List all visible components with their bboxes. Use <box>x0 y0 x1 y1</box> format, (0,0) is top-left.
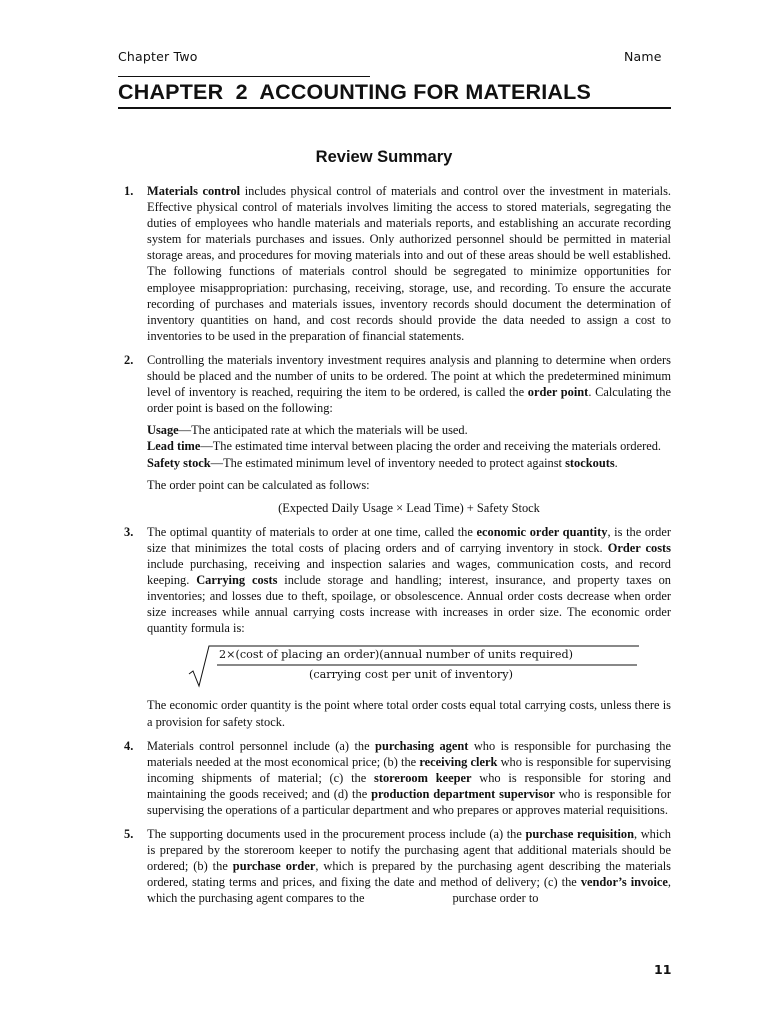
summary-item-5 <box>118 826 671 906</box>
eoq-formula <box>187 644 647 688</box>
term-order-costs: Order costs <box>607 540 671 555</box>
term-order-point: order point <box>527 385 589 400</box>
eoq-denominator: (carrying cost per unit of inventory) <box>309 668 513 682</box>
item-paragraph: Materials control includes physical control of materials and control over the investment in materials. Effective physical control of materials involves limiting the access to stored materials, segregating the duties of employees who handle materials and materials reports, and establishing an accurate recording system for materials purchases and issues. Only authorized personnel should be permitted in material storage areas, and procedures for moving materials into and out of these areas should be well established. The following functions of materials control should be segregated to minimize opportunities for employee misappropriation: purchasing, receiving, storage, use, and recording. To ensure the accurate recording of purchases and materials issues, inventory records should document the determination of inventory quantities on hand, and cost records should provide the data needed to assign a cost to inventories to be used in the preparation of financial statements. <box>147 184 671 343</box>
item-number: 5. <box>124 827 134 842</box>
term-production-department-supervisor: production department supervisor <box>371 786 555 801</box>
item-paragraph: The supporting documents used in the procurement process include (a) the purchase requisition, which is prepared by the storeroom keeper to notify the purchasing agent that additional materials should be ordered; (b) the purchase order, which is prepared by the purchasing agent describing the materials ordered, stating terms and prices, and fixing the date and method of delivery; (c) the vendor’s invoice, which the purchasing agent compares to the purchase order to <box>147 827 671 906</box>
summary-item-1 <box>118 183 671 344</box>
running-header-name: Name <box>624 49 662 64</box>
summary-item-4 <box>118 738 671 818</box>
chapter-title: CHAPTER 2 ACCOUNTING FOR MATERIALS <box>118 80 592 104</box>
summary-list <box>118 183 671 915</box>
item-number: 4. <box>124 738 134 753</box>
running-header-chapter: Chapter Two <box>118 49 198 64</box>
definition-lead-time: Lead time—The estimated time interval between placing the order and receiving the materials ordered. <box>147 439 662 454</box>
item-number: 3. <box>124 524 134 539</box>
header-divider <box>118 76 370 77</box>
term-carrying-costs: Carrying costs <box>196 573 278 588</box>
item-paragraph: The optimal quantity of materials to order at one time, called the economic order quantity, is the order size that minimizes the total costs of placing orders and of carrying inventory in stock. Order costs include purchasing, receiving and inspection salaries and wages, communication costs, and record keeping. Carrying costs include storage and handling; interest, insurance, and property taxes on inventories; and losses due to theft, spoilage, or obsolescence. Annual order costs decrease when order size increases while annual carrying costs increase with increases in order size. The economic order quantity formula is: <box>147 524 671 636</box>
term-economic-order-quantity: economic order quantity <box>476 524 608 539</box>
order-point-formula: (Expected Daily Usage × Lead Time) + Safety Stock <box>278 500 540 515</box>
item-paragraph: Controlling the materials inventory investment requires analysis and planning to determine when orders should be placed and the number of units to be ordered. The point at which the predetermined minimum level of inventory is reached, requiring the item to be ordered, is called the order point. Calculating the order point is based on the following: <box>147 352 671 416</box>
item-paragraph: Materials control personnel include (a) the purchasing agent who is responsible for purchasing the materials needed at the most economical price; (b) the receiving clerk who is responsible for supervising incoming shipments of material; (c) the storeroom keeper who is responsible for storing and maintaining the goods received; and (d) the production department supervisor who is responsible for supervising the operations of a particular department and who prepares or approves material requisitions. <box>147 738 672 817</box>
eoq-numerator: 2×(cost of placing an order)(annual number of units required) <box>219 648 574 662</box>
definition-safety-stock: Safety stock—The estimated minimum level of inventory needed to protect against stockouts. <box>147 455 618 470</box>
term-storeroom-keeper: storeroom keeper <box>374 770 472 785</box>
item-number: 2. <box>124 352 134 367</box>
section-title: Review Summary <box>315 148 453 166</box>
summary-item-3 <box>118 524 671 730</box>
term-purchase-requisition: purchase requisition <box>525 827 634 842</box>
term-materials-control: Materials control <box>147 184 241 198</box>
summary-item-2 <box>118 352 671 516</box>
order-point-intro: The order point can be calculated as follows: <box>147 477 370 492</box>
title-divider <box>118 107 671 109</box>
term-vendors-invoice: vendor’s invoice <box>580 875 668 890</box>
eoq-explanation: The economic order quantity is the point where total order costs equal total carrying costs, unless there is a provision for safety stock. <box>147 698 671 729</box>
term-purchasing-agent: purchasing agent <box>375 738 469 753</box>
item-number: 1. <box>124 184 134 198</box>
definition-usage: Usage—The anticipated rate at which the materials will be used. <box>147 423 468 438</box>
term-purchase-order: purchase order <box>232 859 316 874</box>
page-number: 11 <box>654 962 672 977</box>
term-receiving-clerk: receiving clerk <box>419 754 498 769</box>
